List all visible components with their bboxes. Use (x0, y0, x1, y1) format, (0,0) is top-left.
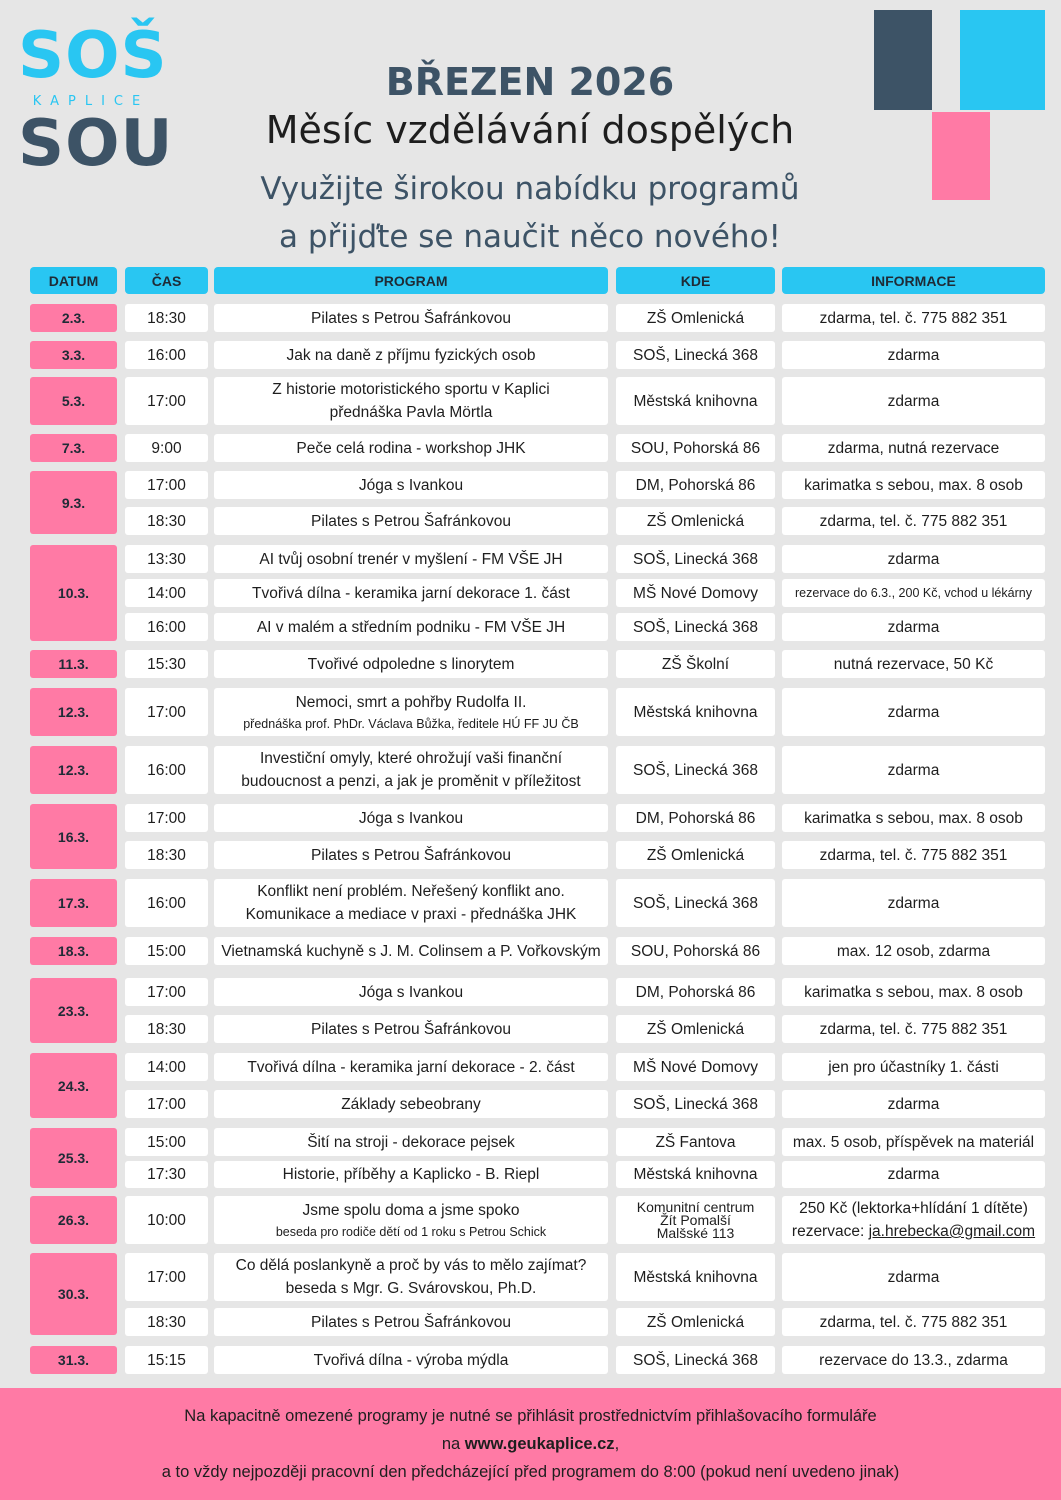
program-cell: Základy sebeobrany (214, 1090, 608, 1118)
program-cell: Vietnamská kuchyně s J. M. Colinsem a P. Vořkovským (214, 937, 608, 965)
info-cell: zdarma (782, 1161, 1045, 1188)
info-cell: zdarma, tel. č. 775 882 351 (782, 507, 1045, 535)
time-cell: 17:00 (125, 978, 208, 1006)
date-cell: 12.3. (30, 746, 117, 794)
place-cell: DM, Pohorská 86 (616, 978, 775, 1006)
info-reservation-label: rezervace: (791, 1223, 869, 1240)
footer-line-2 (442, 1430, 619, 1458)
info-cell: zdarma (782, 1253, 1045, 1301)
place-cell: DM, Pohorská 86 (616, 471, 775, 499)
program-cell (214, 879, 608, 927)
column-header-time: ČAS (125, 267, 208, 294)
subtitle-line-1: Využijte širokou nabídku programů (260, 171, 800, 207)
program-cell: Tvořivá dílna - keramika jarní dekorace - 2. část (214, 1053, 608, 1081)
date-cell: 9.3. (30, 471, 117, 534)
info-cell: zdarma (782, 545, 1045, 573)
date-cell: 24.3. (30, 1053, 117, 1118)
place-line-2: Žít Pomalší (660, 1211, 731, 1228)
info-cell: rezervace do 13.3., zdarma (782, 1346, 1045, 1374)
place-cell: SOŠ, Linecká 368 (616, 341, 775, 369)
column-header-info: INFORMACE (782, 267, 1045, 294)
subtitle-line-2: a přijďte se naučit něco nového! (279, 219, 781, 255)
date-cell: 25.3. (30, 1128, 117, 1188)
program-cell: Pilates s Petrou Šafránkovou (214, 507, 608, 535)
place-cell: DM, Pohorská 86 (616, 804, 775, 832)
decor-square-pink (932, 112, 990, 200)
place-cell: SOŠ, Linecká 368 (616, 545, 775, 573)
program-line-2: přednáška Pavla Mörtla (329, 404, 493, 421)
date-cell: 3.3. (30, 341, 117, 369)
program-line-1: Konflikt není problém. Neřešený konflikt ano. (257, 883, 565, 900)
column-header-place: KDE (616, 267, 775, 294)
time-cell: 18:30 (125, 507, 208, 535)
decor-square-blue (960, 10, 1045, 110)
place-cell: Městská knihovna (616, 1161, 775, 1188)
program-line-2: Komunikace a mediace v praxi - přednáška JHK (245, 906, 577, 923)
page-title: Měsíc vzdělávání dospělých (265, 108, 795, 152)
place-cell: ZŠ Omlenická (616, 841, 775, 869)
time-cell: 16:00 (125, 341, 208, 369)
place-cell: Městská knihovna (616, 1253, 775, 1301)
info-cell: karimatka s sebou, max. 8 osob (782, 471, 1045, 499)
time-cell: 16:00 (125, 613, 208, 641)
month-heading: BŘEZEN 2026 (385, 60, 675, 104)
footer-notice (0, 1388, 1061, 1500)
footer-prefix: na (441, 1435, 465, 1453)
program-cell: AI tvůj osobní trenér v myšlení - FM VŠE JH (214, 545, 608, 573)
place-cell: MŠ Nové Domovy (616, 1053, 775, 1081)
time-cell: 17:00 (125, 804, 208, 832)
time-cell: 15:00 (125, 1128, 208, 1156)
column-header-program: PROGRAM (214, 267, 608, 294)
info-cell: nutná rezervace, 50 Kč (782, 650, 1045, 678)
time-cell: 18:30 (125, 304, 208, 332)
time-cell: 18:30 (125, 841, 208, 869)
place-cell: SOŠ, Linecká 368 (616, 613, 775, 641)
info-cell: zdarma (782, 341, 1045, 369)
program-cell: Pilates s Petrou Šafránkovou (214, 304, 608, 332)
info-cell: zdarma, tel. č. 775 882 351 (782, 841, 1045, 869)
info-cell: zdarma, tel. č. 775 882 351 (782, 1308, 1045, 1336)
program-line-2: budoucnost a penzi, a jak je proměnit v příležitost (241, 773, 581, 790)
program-line-1: Z historie motoristického sportu v Kaplici (272, 381, 550, 398)
program-line-1: Jsme spolu doma a jsme spoko (302, 1201, 520, 1219)
info-cell: zdarma, tel. č. 775 882 351 (782, 304, 1045, 332)
date-cell: 26.3. (30, 1196, 117, 1244)
time-cell: 17:00 (125, 471, 208, 499)
info-cell: rezervace do 6.3., 200 Kč, vchod u lékárny (782, 579, 1045, 607)
time-cell: 15:15 (125, 1346, 208, 1374)
info-cell: karimatka s sebou, max. 8 osob (782, 804, 1045, 832)
info-cell: zdarma, tel. č. 775 882 351 (782, 1015, 1045, 1043)
info-cell: max. 5 osob, příspěvek na materiál (782, 1128, 1045, 1156)
time-cell: 18:30 (125, 1308, 208, 1336)
column-header-date: DATUM (30, 267, 117, 294)
info-line-1: 250 Kč (lektorka+hlídání 1 dítěte) (799, 1200, 1028, 1217)
program-cell: Jóga s Ivankou (214, 804, 608, 832)
program-cell (214, 377, 608, 425)
time-cell: 17:00 (125, 1253, 208, 1301)
program-cell: Tvořivé odpoledne s linorytem (214, 650, 608, 678)
place-cell: SOŠ, Linecká 368 (616, 1346, 775, 1374)
time-cell: 17:00 (125, 377, 208, 425)
program-cell: Historie, příběhy a Kaplicko - B. Riepl (214, 1161, 608, 1188)
date-cell: 2.3. (30, 304, 117, 332)
subtitle (180, 165, 880, 261)
place-cell: MŠ Nové Domovy (616, 579, 775, 607)
date-cell: 5.3. (30, 377, 117, 425)
program-cell: Tvořivá dílna - keramika jarní dekorace 1. část (214, 579, 608, 607)
logo-bottom-text: SOU (18, 107, 174, 181)
info-cell: zdarma (782, 1090, 1045, 1118)
logo-top-text: SOŠ (18, 19, 168, 93)
place-cell: ZŠ Omlenická (616, 1308, 775, 1336)
info-cell: max. 12 osob, zdarma (782, 937, 1045, 965)
date-cell: 11.3. (30, 650, 117, 678)
place-cell: Městská knihovna (616, 688, 775, 736)
program-cell: Tvořivá dílna - výroba mýdla (214, 1346, 608, 1374)
program-cell: Jóga s Ivankou (214, 471, 608, 499)
place-line-3: Malšské 113 (656, 1224, 735, 1241)
place-cell: ZŠ Fantova (616, 1128, 775, 1156)
place-cell: ZŠ Omlenická (616, 304, 775, 332)
date-cell: 18.3. (30, 937, 117, 965)
program-cell: Pilates s Petrou Šafránkovou (214, 1015, 608, 1043)
place-cell: SOŠ, Linecká 368 (616, 1090, 775, 1118)
program-line-2: beseda s Mgr. G. Svárovskou, Ph.D. (285, 1280, 537, 1297)
place-cell: Městská knihovna (616, 377, 775, 425)
program-cell (214, 746, 608, 794)
program-cell: Pilates s Petrou Šafránkovou (214, 841, 608, 869)
place-cell: ZŠ Omlenická (616, 507, 775, 535)
decor-square-dark (874, 10, 932, 110)
program-line-1: Co dělá poslankyně a proč by vás to mělo zajímat? (235, 1257, 587, 1274)
place-cell: ZŠ Školní (616, 650, 775, 678)
time-cell: 15:00 (125, 937, 208, 965)
place-cell: SOŠ, Linecká 368 (616, 746, 775, 794)
place-cell: SOU, Pohorská 86 (616, 434, 775, 462)
time-cell: 13:30 (125, 545, 208, 573)
program-cell: Jóga s Ivankou (214, 978, 608, 1006)
footer-line-1: Na kapacitně omezené programy je nutné se přihlásit prostřednictvím přihlašovacího formuláře (184, 1407, 877, 1425)
program-cell: Jak na daně z příjmu fyzických osob (214, 341, 608, 369)
info-line-2 (792, 1220, 1035, 1243)
place-line-1: Komunitní centrum (636, 1198, 755, 1215)
email-link[interactable]: ja.hrebecka@gmail.com (868, 1223, 1036, 1240)
place-cell: SOŠ, Linecká 368 (616, 879, 775, 927)
program-line-1: Investiční omyly, které ohrožují vaši finanční (259, 750, 563, 767)
info-cell (782, 1196, 1045, 1244)
program-cell: Peče celá rodina - workshop JHK (214, 434, 608, 462)
time-cell: 10:00 (125, 1196, 208, 1244)
time-cell: 16:00 (125, 746, 208, 794)
info-cell: karimatka s sebou, max. 8 osob (782, 978, 1045, 1006)
info-cell: jen pro účastníky 1. části (782, 1053, 1045, 1081)
time-cell: 16:00 (125, 879, 208, 927)
info-cell: zdarma, nutná rezervace (782, 434, 1045, 462)
place-cell: SOU, Pohorská 86 (616, 937, 775, 965)
website-link[interactable]: www.geukaplice.cz (464, 1435, 615, 1453)
date-cell: 30.3. (30, 1253, 117, 1335)
time-cell: 18:30 (125, 1015, 208, 1043)
date-cell: 31.3. (30, 1346, 117, 1374)
time-cell: 9:00 (125, 434, 208, 462)
info-cell: zdarma (782, 377, 1045, 425)
info-cell: zdarma (782, 746, 1045, 794)
date-cell: 17.3. (30, 879, 117, 927)
place-cell: ZŠ Omlenická (616, 1015, 775, 1043)
time-cell: 14:00 (125, 1053, 208, 1081)
program-cell: AI v malém a středním podniku - FM VŠE JH (214, 613, 608, 641)
footer-line-3: a to vždy nejpozději pracovní den předcházející před programem do 8:00 (pokud není uvedeno jinak) (161, 1463, 900, 1481)
date-cell: 12.3. (30, 688, 117, 736)
info-cell: zdarma (782, 613, 1045, 641)
date-cell: 10.3. (30, 545, 117, 641)
time-cell: 15:30 (125, 650, 208, 678)
date-cell: 16.3. (30, 804, 117, 869)
time-cell: 17:00 (125, 1090, 208, 1118)
time-cell: 17:00 (125, 688, 208, 736)
info-cell: zdarma (782, 688, 1045, 736)
program-cell: Šití na stroji - dekorace pejsek (214, 1128, 608, 1156)
program-cell (214, 1196, 608, 1244)
time-cell: 14:00 (125, 579, 208, 607)
program-line-2: beseda pro rodiče dětí od 1 roku s Petrou Schick (275, 1224, 547, 1239)
date-cell: 7.3. (30, 434, 117, 462)
footer-suffix: , (614, 1435, 620, 1453)
program-cell: Pilates s Petrou Šafránkovou (214, 1308, 608, 1336)
date-cell: 23.3. (30, 978, 117, 1043)
place-cell (616, 1196, 775, 1244)
school-logo (18, 19, 174, 184)
program-cell (214, 688, 608, 736)
logo-middle-text: KAPLICE (32, 94, 150, 109)
program-line-1: Nemoci, smrt a pohřby Rudolfa II. (295, 693, 527, 711)
program-line-2: přednáška prof. PhDr. Václava Bůžka, ředitele HÚ FF JU ČB (243, 716, 579, 731)
time-cell: 17:30 (125, 1161, 208, 1188)
info-cell: zdarma (782, 879, 1045, 927)
program-cell (214, 1253, 608, 1301)
